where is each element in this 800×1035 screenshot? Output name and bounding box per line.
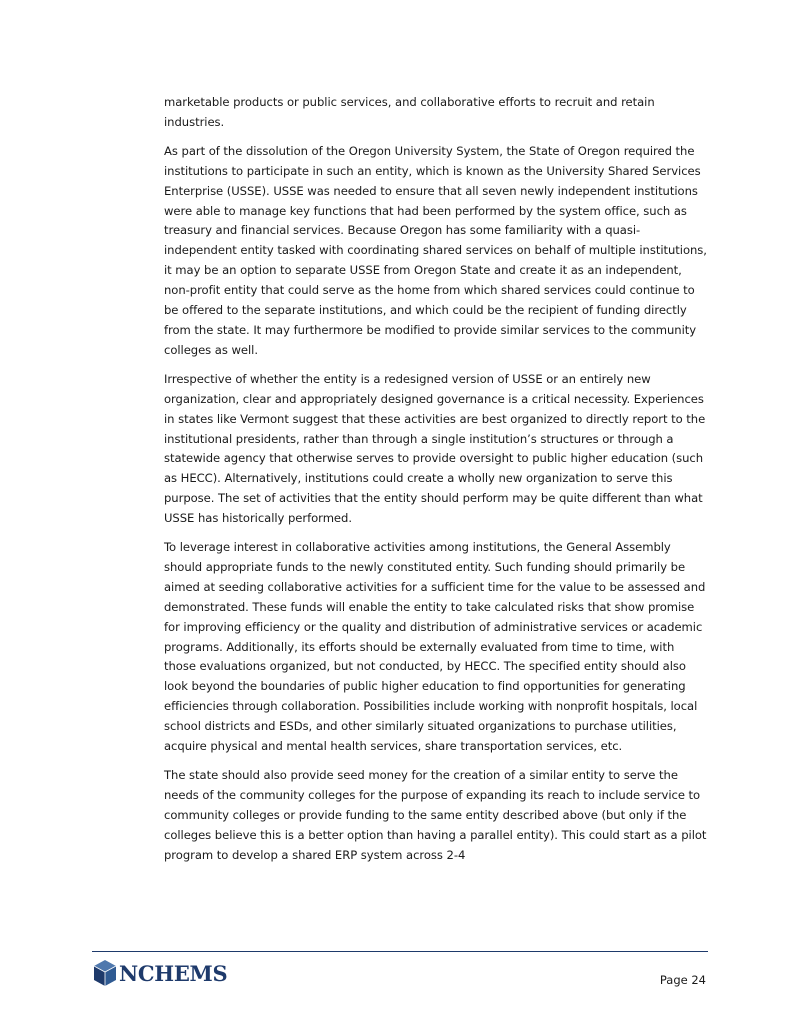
body-paragraph-4: To leverage interest in collaborative activities among institutions, the General Assembly should appropriate funds to the newly constituted entity. Such funding should primarily be aimed at seeding collaborative activities for a sufficient time for the value to be assessed and demonstrated. These funds will enable the entity to take calculated risks that show promise for improving efficiency or the quality and distribution of administrative services or academic programs. Additionally, its efforts should be externally evaluated from time to time, with those evaluations organized, but not conducted, by HECC. The specified entity should also look beyond the boundaries of public higher education to find opportunities for generating efficiencies through collaboration. Possibilities include working with nonprofit hospitals, local school districts and ESDs, and other similarly situated organizations to purchase utilities, acquire physical and mental health services, share transportation services, etc. xyxy=(164,540,706,754)
body-paragraph-1: marketable products or public services, and collaborative efforts to recruit and retain industries. xyxy=(164,95,655,129)
body-paragraph-3: Irrespective of whether the entity is a redesigned version of USSE or an entirely new organization, clear and appropriately designed governance is a critical necessity. Experiences in states like Vermont suggest that these activities are best organized to directly report to the institutional presidents, rather than through a single institution’s structures or through a statewide agency that otherwise serves to provide oversight to public higher education (such as HECC). Alternatively, institutions could create a wholly new organization to serve this purpose. The set of activities that the entity should perform may be quite different than what USSE has historically performed. xyxy=(164,371,706,526)
cube-icon xyxy=(93,959,117,987)
document-body xyxy=(164,93,709,875)
logo-wordmark: NCHEMS xyxy=(119,960,228,986)
body-paragraph-2: As part of the dissolution of the Oregon University System, the State of Oregon required the institutions to participate in such an entity, which is known as the University Shared Services Enterprise (USSE). USSE was needed to ensure that all seven newly independent institutions were able to manage key functions that had been performed by the system office, such as treasury and financial services. Because Oregon has some familiarity with a quasi-independent entity tasked with coordinating shared services on behalf of multiple institutions, it may be an option to separate USSE from Oregon State and create it as an independent, non-profit entity that could serve as the home from which shared services could continue to be offered to the separate institutions, and which could be the recipient of funding directly from the state. It may furthermore be modified to provide similar services to the community colleges as well. xyxy=(164,143,707,357)
nchems-logo xyxy=(93,958,227,988)
page-number: Page 24 xyxy=(659,973,706,987)
footer-divider xyxy=(92,951,708,952)
body-paragraph-5: The state should also provide seed money for the creation of a similar entity to serve the needs of the community colleges for the purpose of expanding its reach to include service to community colleges or provide funding to the same entity described above (but only if the colleges believe this is a better option than having a parallel entity). This could start as a pilot program to develop a shared ERP system across 2-4 xyxy=(164,768,707,862)
